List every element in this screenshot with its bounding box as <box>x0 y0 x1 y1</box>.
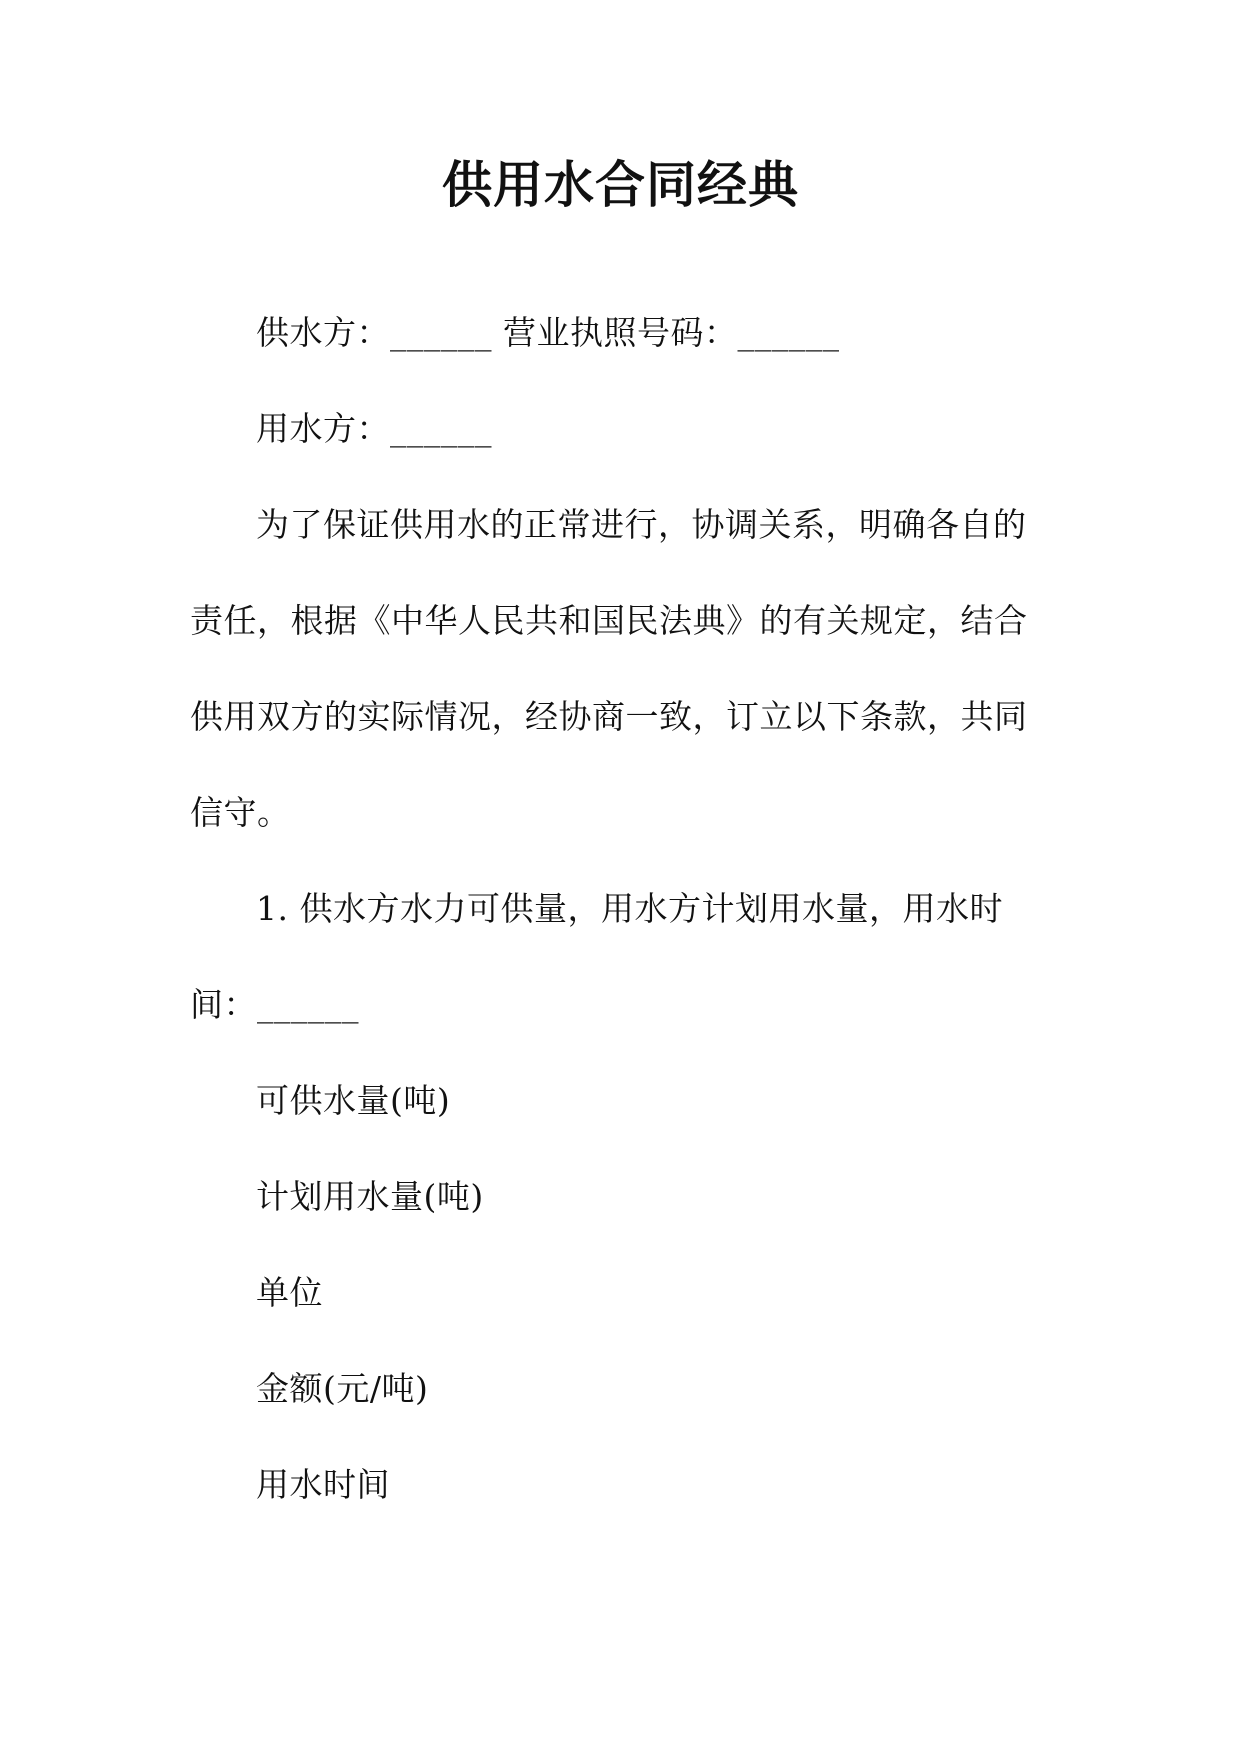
clause-1-line-2: 间：______ <box>190 985 359 1024</box>
item-usage-time: 用水时间 <box>256 1465 390 1504</box>
preamble-line-4: 信守。 <box>190 793 291 832</box>
clause-1-line-1: 1. 供水方水力可供量，用水方计划用水量，用水时 <box>256 889 1003 928</box>
item-unit: 单位 <box>256 1273 323 1312</box>
supplier-line: 供水方：______ 营业执照号码：______ <box>256 313 840 352</box>
preamble-line-1: 为了保证供用水的正常进行，协调关系，明确各自的 <box>256 505 1027 544</box>
preamble-line-2: 责任，根据《中华人民共和国民法典》的有关规定，结合 <box>190 601 1028 640</box>
document-title: 供用水合同经典 <box>442 156 799 214</box>
item-amount: 金额(元/吨) <box>256 1369 429 1408</box>
user-line: 用水方：______ <box>256 409 492 448</box>
preamble-line-3: 供用双方的实际情况，经协商一致，订立以下条款，共同 <box>190 697 1028 736</box>
item-planned-volume: 计划用水量(吨) <box>256 1177 484 1216</box>
item-supply-volume: 可供水量(吨) <box>256 1081 451 1120</box>
